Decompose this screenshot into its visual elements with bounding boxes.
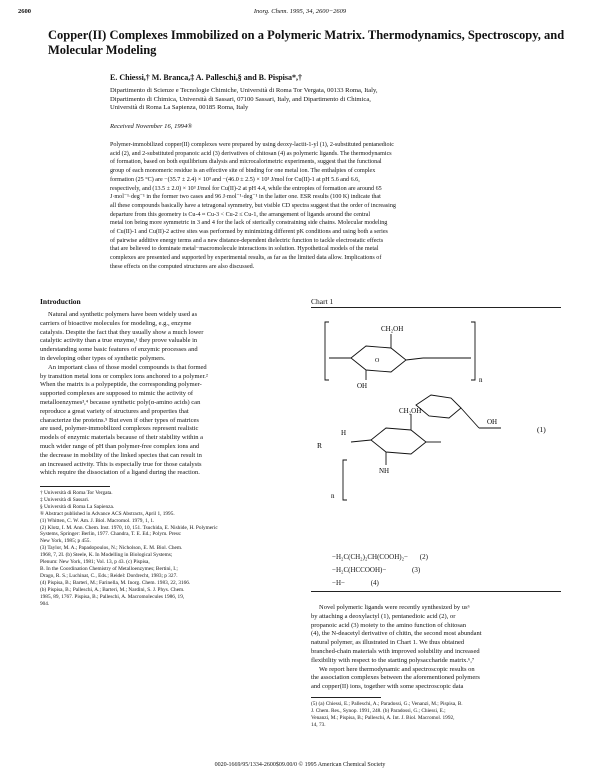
substituent-formula: −H− — [332, 579, 345, 587]
footnote: Venanzi, M.; Pispisa, B.; Palleschi, A. Int. J. Biol. Macromol. 1992, — [311, 714, 455, 721]
abstract-line: these effects on the computed structures are also discussed. — [110, 263, 255, 270]
received-date: Received November 16, 1994® — [110, 123, 193, 130]
intro-line: characterize the proteins.⁵ But even if other types of matrices — [40, 416, 199, 424]
ch2oh-label: CH₂OH — [399, 407, 422, 415]
intro-line: carriers of bioactive molecules for modeling, e.g., enzyme — [40, 319, 192, 327]
footnote: (2) Klotz, I. M. Ann. Chem. Inst. 1970, 10, 151. Tsuchida, E. Nishide, H. Polymeric — [40, 524, 218, 531]
ring-oxygen-label: O — [375, 358, 380, 364]
abstract-line: metal ion being more symmetric in 3 and 4 for the lack of sterically constraining side chains. Molecular modeling — [110, 220, 388, 227]
footnote: (5) (a) Chiessi, E.; Palleschi, A.; Paradossi, G.; Venanzi, M.; Pispisa, B. — [311, 701, 463, 707]
repeat-n-label: n — [479, 376, 483, 384]
equation-number-3: (3) — [412, 566, 421, 574]
footnote: (4) Pispisa, B.; Barteri, M.; Farinella, M. Inorg. Chem. 1983, 22, 3166. — [40, 579, 191, 586]
intro-line: are used, polymer-immobilized complexes represent realistic — [40, 425, 199, 433]
footnote: Plenum: New York, 1981; Vol. 13, p 43. (c) Pispisa, — [40, 559, 150, 566]
footnote-divider — [40, 486, 110, 487]
intro-text — [40, 311, 290, 478]
footnote: (b) Pispisa, B.; Palleschi, A.; Barteri, M.; Nardini, S. J. Phys. Chem. — [40, 586, 185, 593]
affiliations — [110, 87, 560, 113]
author-list: E. Chiessi,† M. Branca,‡ A. Palleschi,§ and B. Pispisa*,† — [110, 73, 303, 82]
abstract-line: Polymer-immobilized copper(II) complexes were prepared by using deoxy-lactit-1-yl (1), 2-substituted pentanedioic — [110, 142, 394, 148]
footnote: 14, 73. — [311, 721, 326, 728]
footnote: ® Abstract published in Advance ACS Abstracts, April 1, 1995. — [40, 510, 175, 517]
footnote: † Università di Roma Tor Vergata. — [40, 490, 113, 496]
h-label: H — [341, 429, 347, 437]
intro-line: which require the dissociation of a ligand during the reaction. — [40, 469, 200, 477]
oh-label: OH — [357, 382, 368, 390]
intro-line: catalytic activity than a true enzyme,¹ they prove valuable in — [40, 337, 198, 345]
body-line: natural polymer, as illustrated in Chart 1. We thus obtained — [311, 639, 465, 647]
intro-line: the decrease in mobility of the linked species that can result in — [40, 451, 202, 459]
intro-line: supported complexes are supposed to mimic the activity of — [40, 390, 194, 398]
abstract-line: respectively, and (13.5 ± 2.0) × 10³ J/mol for Cu(II)-2 at pH 4.4, while the entropies of formation are around 65 — [110, 185, 382, 192]
abstract-line: group of each monomeric residue is an effective site of binding for one metal ion. The enthalpies of complex — [110, 168, 376, 175]
abstract-line: of formation, based on both equilibrium dialysis and microcalorimetric experiments, suggest that the functional — [110, 159, 382, 166]
abstract — [110, 141, 560, 272]
footnote: B. In the Coordination Chemistry of Metalloenzymes; Bertini, I.; — [40, 565, 178, 572]
intro-line: An important class of those model compounds is that formed — [48, 363, 207, 371]
intro-line: in developing other types of synthetic polymers. — [40, 354, 166, 362]
intro-line: catalysis. Despite the fact that they usually show a much lower — [40, 328, 204, 336]
footnotes-right — [311, 701, 563, 729]
footer-copyright: 0020-1669/95/1334-2600$09.00/0 © 1995 American Chemical Society — [214, 762, 386, 768]
substituent-formula: −H₂C(CH₂)₂CH(COOH)₂− — [332, 553, 408, 561]
bracket-left-icon — [343, 460, 347, 500]
intro-line: much wider range of pH than polymer-free complex ions and — [40, 442, 200, 450]
footnote: J. Chem. Res., Synop. 1991, 248. (b) Paradossi, G.; Chiessi, E.; — [311, 707, 446, 714]
footnote: 904. — [40, 600, 50, 607]
abstract-line: J·mol⁻¹·deg⁻¹ in the former two cases and 96 J·mol⁻¹·deg⁻¹ in the latter one. ESR results (100 K) indicate that — [110, 194, 381, 201]
oh-label: OH — [487, 418, 498, 426]
abstract-line: all these compounds basically have a tetragonal symmetry, but visible CD spectra suggest that the order of increasing — [110, 202, 396, 209]
nh-label: NH — [379, 467, 390, 475]
intro-line: Natural and synthetic polymers have been widely used as — [48, 311, 198, 318]
abstract-line: departure from this geometry is Cu-4 ≈ Cu-3 < Cu-2 ≤ Cu-1, the arrangement of ligands around the central — [110, 211, 371, 218]
substituent-2 — [332, 553, 428, 561]
body-line: Novel polymeric ligands were recently synthesized by us⁶ — [319, 604, 470, 611]
abstract-line: that are believed to dominate metal−macromolecule interactions in solution. Hypothetical models of the metal — [110, 246, 379, 253]
intro-line: metalloenzymes³,⁴ because synthetic poly(α-amino acids) can — [40, 398, 201, 406]
body-line: branched-chain materials with improved solubility and increased — [311, 647, 480, 655]
affiliation-line: Università di Roma La Sapienza, 00185 Roma, Italy — [110, 104, 249, 112]
equation-number-4: (4) — [370, 579, 379, 587]
body-line: flexibility with respect to the starting polysaccharide matrix.⁶,⁷ — [311, 656, 475, 664]
bracket-right-icon — [471, 322, 475, 380]
page-number: 2600 — [18, 8, 31, 15]
intro-line: When the matrix is a polypeptide, the corresponding polymer- — [40, 381, 202, 389]
bracket-left-icon — [325, 322, 329, 380]
chart-label: Chart 1 — [311, 297, 334, 306]
article-title: Copper(II) Complexes Immobilized on a Polymeric Matrix. Thermodynamics, Spectroscopy, and Molecular Modeling — [48, 28, 565, 57]
sugar-ring-icon — [416, 395, 461, 418]
ch2oh-label: CH₂OH — [381, 325, 404, 333]
intro-line: by transition metal ions or complex ions anchored to a polymer.² — [40, 372, 208, 380]
intro-line: understanding some basic features of enzymic processes and — [40, 346, 198, 354]
running-header: Inorg. Chem. 1995, 34, 2600−2609 — [253, 8, 347, 15]
right-body-text — [311, 604, 561, 692]
footnote: (3) Taylor, M. A.; Papadopoulos, N.; Nicholson, E. M. Biol. Chem. — [40, 545, 183, 552]
intro-line: reproduce a great variety of structures and properties that — [40, 407, 189, 415]
footnote-divider — [311, 697, 381, 698]
footnote: Drago, R. S.; Luchinat, C., Eds.; Reidel: Dordrecht, 1983; p 327. — [40, 572, 178, 579]
body-line: (4), the N-deacetyl derivative of chitin, the second most abundant — [311, 630, 482, 638]
abstract-line: of Cu(II)-1 and Cu(II)-2 active sites was performed by minimizing different pK conditions and using both a series — [110, 229, 388, 236]
r-group-label: R — [317, 441, 323, 450]
substituent-formula: −H₂C(HCCOOH)− — [332, 566, 387, 574]
body-line: propanoic acid (3) moiety to the amino function of chitosan — [311, 621, 467, 629]
body-line: We report here thermodynamic and spectroscopic results on — [319, 665, 475, 673]
abstract-line: of pairwise additive energy terms and a new distance-dependent dielectric function to tackle electrostatic effects — [110, 237, 384, 244]
repeat-n-label: n — [331, 492, 335, 500]
abstract-line: formation (25 °C) are −(35.7 ± 2.4) × 10³ and −(46.0 ± 2.5) × 10³ J/mol for Cu(II)-1 at pH 5.6 and 6.6, — [110, 176, 360, 183]
footnote: ‡ Università di Sassari. — [40, 496, 90, 503]
affiliation-line: Dipartimento di Scienze e Tecnologie Chimiche, Università di Roma Tor Vergata, 00133 Roma, Italy, — [110, 87, 378, 94]
affiliation-line: Dipartimento di Chimica, Università di Sassari, 07100 Sassari, Italy, and Dipartimento di Chimica, — [110, 95, 371, 103]
substituent-4 — [332, 579, 379, 587]
footnote: Systems, Springer: Berlin, 1977. Chandra, T. E. Ed.; Polym. Press: — [40, 531, 182, 538]
chart-bottom-rule — [311, 591, 561, 592]
footnote: (1) Whitten, C. W. Am. J. Biol. Macromol. 1979, 1, 1. — [40, 517, 155, 524]
body-line: by attaching a deoxylactyl (1), pentanedioic acid (2), or — [311, 612, 456, 620]
chart-top-rule — [311, 307, 561, 308]
equation-number-1: (1) — [537, 425, 546, 434]
section-heading: Introduction — [40, 297, 81, 306]
equation-number-2: (2) — [419, 553, 428, 561]
body-line: and copper(II) ions, together with some spectroscopic data — [311, 683, 464, 691]
chart-1-structure — [311, 310, 563, 510]
footnote: New York, 1985; p 455. — [40, 538, 91, 545]
intro-line: models of enzymic materials because of their stability within a — [40, 434, 203, 442]
intro-line: an increased activity. This is especially true for those catalysts — [40, 460, 202, 468]
sugar-ring-icon — [371, 428, 426, 454]
substituent-3 — [332, 566, 420, 574]
footnote: 1968, 7, 2I. (b) Steele, K. In Modelling in Biological Systems; — [40, 552, 173, 559]
body-line: the association complexes between the aforementioned polymers — [311, 674, 480, 682]
footnote: 1985, 89, 1767. Pispisa, B.; Palleschi, A. Macromolecules 1986, 19, — [40, 593, 185, 600]
abstract-line: acid (2), and 2-substituted propanoic acid (3) derivatives of chitosan (4) as polymeric ligands. The thermodynamics — [110, 150, 392, 157]
footnote: § Università di Roma La Sapienza. — [40, 503, 115, 510]
footnotes-left — [40, 490, 292, 607]
abstract-line: complexes are presented and supported by experimental results, as far as the limited data allow. Implications of — [110, 255, 382, 262]
